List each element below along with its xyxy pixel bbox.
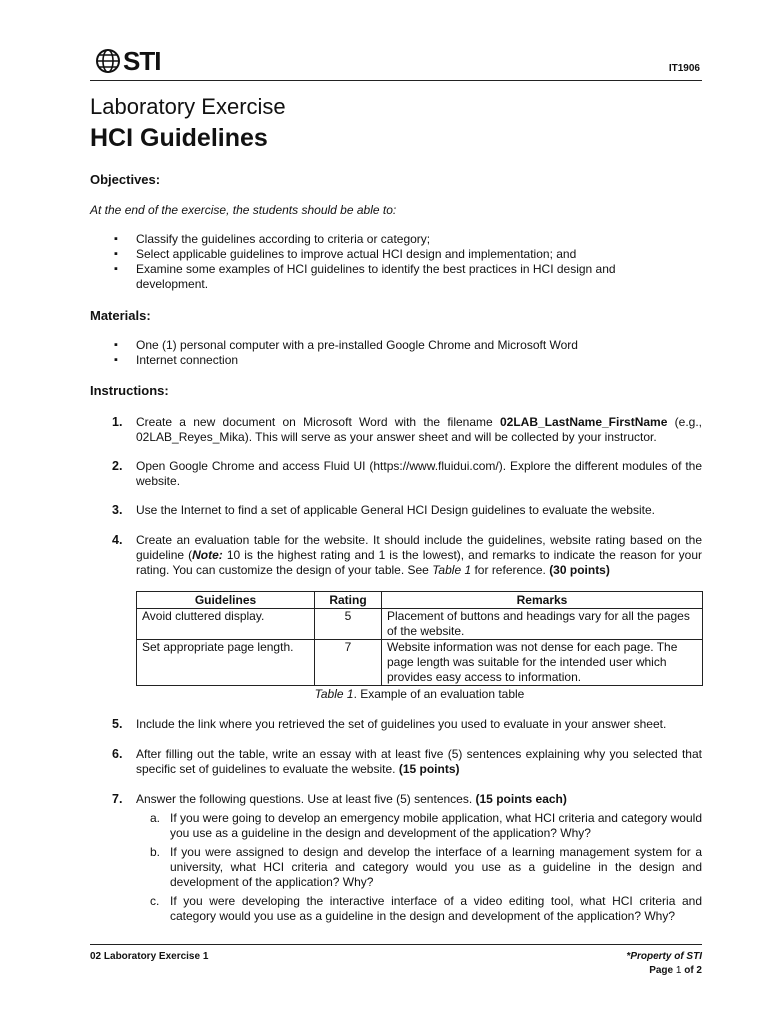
step-text: Create a new document on Microsoft Word with the filename bbox=[136, 415, 500, 429]
step-number: 5. bbox=[112, 717, 123, 731]
table-cell: Placement of buttons and headings vary for all the pages of the website. bbox=[382, 609, 703, 640]
question-letter: a. bbox=[150, 811, 161, 825]
question-item bbox=[150, 894, 702, 924]
step-number: 4. bbox=[112, 533, 123, 547]
list-item: ▪ Internet connection bbox=[114, 353, 654, 368]
instruction-step-7 bbox=[112, 792, 702, 807]
step-number: 2. bbox=[112, 459, 123, 473]
footer-property: *Property of STI bbox=[626, 951, 702, 962]
list-item: ▪ Classify the guidelines according to criteria or category; bbox=[114, 232, 654, 247]
step-text: for reference. bbox=[471, 563, 550, 577]
points-label: (15 points) bbox=[398, 762, 460, 776]
instruction-step-6 bbox=[112, 747, 702, 777]
course-code: IT1906 bbox=[668, 63, 700, 74]
table-header-row bbox=[137, 592, 703, 609]
caption-ref: Table 1 bbox=[314, 687, 354, 701]
table-row bbox=[137, 640, 703, 686]
instruction-step-3 bbox=[112, 503, 702, 518]
objectives-lead: At the end of the exercise, the students should be able to: bbox=[90, 203, 397, 217]
points-label: (15 points each) bbox=[475, 792, 567, 806]
question-item bbox=[150, 845, 702, 890]
materials-heading: Materials: bbox=[90, 308, 151, 323]
page-indicator bbox=[649, 965, 702, 976]
objectives-heading: Objectives: bbox=[90, 172, 161, 187]
column-header: Guidelines bbox=[137, 592, 315, 609]
step-number: 3. bbox=[112, 503, 123, 517]
step-text: Use the Internet to find a set of applicable General HCI Design guidelines to evaluate the website. bbox=[136, 503, 655, 517]
footer-title: 02 Laboratory Exercise 1 bbox=[90, 951, 209, 962]
instruction-step-2 bbox=[112, 459, 702, 489]
step-number: 6. bbox=[112, 747, 123, 761]
question-item bbox=[150, 811, 702, 841]
instruction-step-4 bbox=[112, 533, 702, 578]
step-text: Include the link where you retrieved the set of guidelines you used to evaluate in your answer sheet. bbox=[136, 717, 667, 731]
materials-list bbox=[114, 338, 654, 368]
table-cell: Website information was not dense for each page. The page length was suitable for the intended user which provides easy access to information. bbox=[382, 640, 703, 686]
list-item: ▪ Select applicable guidelines to improve actual HCI design and implementation; and bbox=[114, 247, 654, 262]
question-text: If you were assigned to design and develop the interface of a learning management system for a university, what HCI criteria and category would you use as a guideline in the design and development of the application? Why? bbox=[170, 845, 702, 889]
header-divider bbox=[90, 80, 702, 81]
table-cell: 7 bbox=[315, 640, 382, 686]
step-number: 1. bbox=[112, 415, 123, 429]
question-text: If you were developing the interactive interface of a video editing tool, what HCI criteria and category would you use as a guideline in the design and development of the application? Why? bbox=[170, 894, 702, 923]
filename-format: 02LAB_LastName_FirstName bbox=[499, 415, 668, 429]
question-text: If you were going to develop an emergency mobile application, what HCI criteria and category would you use as a guideline in the design and development of the application? Why? bbox=[170, 811, 702, 840]
column-header: Remarks bbox=[382, 592, 703, 609]
step-text: Answer the following questions. Use at least five (5) sentences. bbox=[136, 792, 476, 806]
step-text: Create an evaluation table for the website. It should include the guidelines, website rating based on the guideline ( bbox=[136, 533, 702, 562]
question-letter: b. bbox=[150, 845, 161, 859]
step-text: (e.g., 02LAB_Reyes_Mika). This will serve as your answer sheet and will be collected by your instructor. bbox=[136, 415, 702, 444]
column-header: Rating bbox=[315, 592, 382, 609]
step-text: Open Google Chrome and access Fluid UI (https://www.fluidui.com/). Explore the different modules of the website. bbox=[136, 459, 702, 488]
table-reference: Table 1 bbox=[432, 563, 472, 577]
logo-text: STI bbox=[123, 45, 161, 76]
objectives-list bbox=[114, 232, 654, 292]
table-cell: Avoid cluttered display. bbox=[137, 609, 315, 640]
globe-icon bbox=[95, 48, 121, 74]
page-number: 1 bbox=[675, 965, 682, 976]
list-item: ▪ One (1) personal computer with a pre-installed Google Chrome and Microsoft Word bbox=[114, 338, 654, 353]
page-label: Page bbox=[649, 965, 674, 976]
evaluation-table bbox=[136, 591, 703, 686]
table-row bbox=[137, 609, 703, 640]
question-letter: c. bbox=[150, 894, 160, 908]
step-text: After filling out the table, write an essay with at least five (5) sentences explaining why you selected that specific set of guidelines to evaluate the website. bbox=[136, 747, 702, 776]
instruction-step-5 bbox=[112, 717, 702, 732]
table-cell: 5 bbox=[315, 609, 382, 640]
page-supertitle: Laboratory Exercise bbox=[90, 94, 286, 119]
step-number: 7. bbox=[112, 792, 123, 806]
instruction-step-1 bbox=[112, 415, 702, 445]
caption-text: . Example of an evaluation table bbox=[353, 687, 525, 701]
note-label: Note: bbox=[192, 548, 223, 562]
page-total: of 2 bbox=[684, 965, 702, 976]
instructions-heading: Instructions: bbox=[90, 383, 169, 398]
footer-divider bbox=[90, 944, 702, 945]
table-caption bbox=[136, 687, 703, 701]
points-label: (30 points) bbox=[549, 563, 610, 577]
question-list bbox=[150, 811, 702, 928]
table-cell: Set appropriate page length. bbox=[137, 640, 315, 686]
step-text: 10 is the highest rating and 1 is the lowest), and remarks to indicate the reason for your rating. You can customize the design of your table. See bbox=[136, 548, 702, 577]
sti-logo bbox=[95, 46, 160, 76]
page-title: HCI Guidelines bbox=[90, 124, 268, 152]
list-item: ▪ Examine some examples of HCI guidelines to identify the best practices in HCI design and development. bbox=[114, 262, 654, 292]
